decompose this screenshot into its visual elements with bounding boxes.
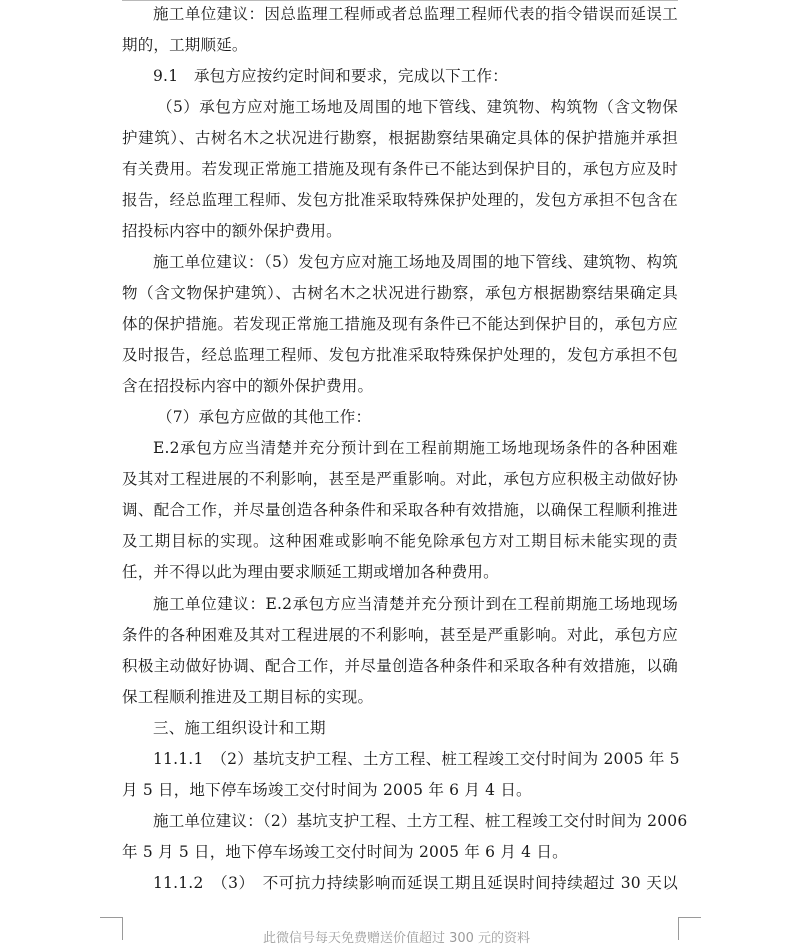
body-line: 施工单位建议：E.2承包方应当清楚并充分预计到在工程前期施工场地现场 (153, 595, 678, 613)
body-line: 积极主动做好协调、配合工作，并尽量创造各种条件和采取各种有效措施，以确 (122, 657, 678, 675)
body-line: 报告，经总监理工程师、发包方批准采取特殊保护处理的，发包方承担不包含在 (122, 191, 678, 209)
body-line: 9.1 承包方应按约定时间和要求，完成以下工作： (153, 67, 508, 85)
body-line: 年 5 月 5 日，地下停车场竣工交付时间为 2005 年 6 月 4 日。 (122, 843, 568, 861)
body-line: （5）承包方应对施工场地及周围的地下管线、建筑物、构筑物（含文物保 (157, 98, 678, 116)
body-line: E.2承包方应当清楚并充分预计到在工程前期施工场地现场条件的各种困难 (153, 439, 678, 457)
body-line: 体的保护措施。若发现正常施工措施及现有条件已不能达到保护目的，承包方应 (122, 315, 678, 333)
body-line: 招投标内容中的额外保护费用。 (122, 222, 342, 240)
section-heading: 三、施工组织设计和工期 (153, 719, 326, 737)
body-line: 施工单位建议：（2）基坑支护工程、土方工程、桩工程竣工交付时间为 2006 (153, 812, 688, 830)
body-line: 保工程顺利推进及工期目标的实现。 (122, 688, 374, 706)
body-line: 含在招投标内容中的额外保护费用。 (122, 377, 374, 395)
body-line: 条件的各种困难及其对工程进展的不利影响，甚至是严重影响。对此，承包方应 (122, 626, 678, 644)
body-line: 护建筑）、古树名木之状况进行勘察，根据勘察结果确定具体的保护措施并承担 (122, 129, 678, 147)
body-line: 施工单位建议：（5）发包方应对施工场地及周围的地下管线、建筑物、构筑 (153, 253, 678, 271)
body-line: 月 5 日，地下停车场竣工交付时间为 2005 年 6 月 4 日。 (122, 781, 532, 799)
body-line: 11.1.1 （2）基坑支护工程、土方工程、桩工程竣工交付时间为 2005 年 5 (153, 750, 680, 768)
body-line: 调、配合工作，并尽量创造各种条件和采取各种有效措施，以确保工程顺利推进 (122, 501, 678, 519)
body-line: 及时报告，经总监理工程师、发包方批准采取特殊保护处理的，发包方承担不包 (122, 346, 678, 364)
body-line: 有关费用。若发现正常施工措施及现有条件已不能达到保护目的，承包方应及时 (122, 160, 678, 178)
body-line: 11.1.2 （3） 不可抗力持续影响而延误工期且延误时间持续超过 30 天以 (153, 874, 678, 892)
body-line: 物（含文物保护建筑）、古树名木之状况进行勘察，承包方根据勘察结果确定具 (122, 284, 678, 302)
body-line: 及工期目标的实现。这种困难或影响不能免除承包方对工期目标未能实现的责 (122, 532, 678, 550)
page-footer: 此微信号每天免费赠送价值超过 300 元的资料 (262, 931, 531, 946)
body-line: 施工单位建议：因总监理工程师或者总监理工程师代表的指令错误而延误工 (153, 5, 678, 23)
body-line: （7）承包方应做的其他工作： (157, 408, 372, 426)
body-line: 及其对工程进展的不利影响，甚至是严重影响。对此，承包方应积极主动做好协 (122, 470, 678, 488)
body-line: 任，并不得以此为理由要求顺延工期或增加各种费用。 (122, 563, 499, 581)
body-line: 期的，工期顺延。 (122, 36, 248, 54)
